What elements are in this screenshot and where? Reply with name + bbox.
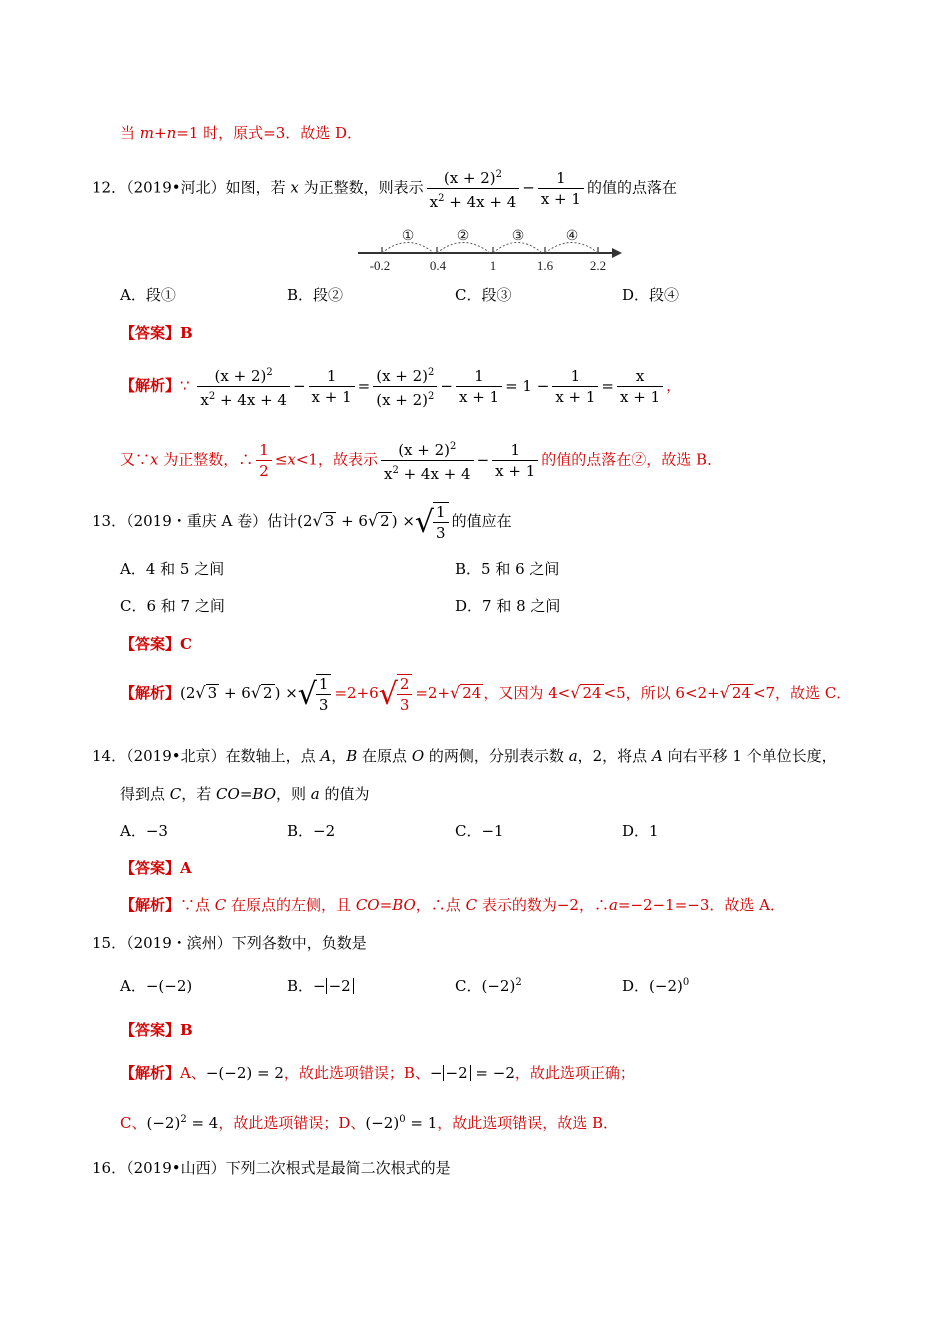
q14-option-a[interactable]: A．−3 <box>120 822 168 840</box>
q13-option-a[interactable]: A．4 和 5 之间 <box>120 560 225 578</box>
q12-fraction-1: $\frac{(x + 2)^2}{x^2 + 4x + 4}$ <box>427 166 520 211</box>
number-line-figure <box>350 222 630 274</box>
q12-option-b[interactable]: B．段② <box>287 286 344 304</box>
segment-label-2: ② <box>456 229 470 244</box>
segment-label-1: ① <box>401 229 415 244</box>
q12-option-a[interactable]: A．段① <box>120 286 176 304</box>
q15-stem: 15．（2019・滨州）下列各数中，负数是 <box>92 934 367 952</box>
q12-fraction-2: $\frac{1}{x + 1}$ <box>538 169 584 208</box>
q14-analysis: 【解析】∵点 C 在原点的左侧，且 CO=BO，∴点 C 表示的数为−2，∴a=−2−1=−3．故选 A． <box>120 896 785 914</box>
q14-option-b[interactable]: B．−2 <box>287 822 336 840</box>
q12-analysis-line2: 又∵x 为正整数，∴ $\frac{1}{2}$ ≤x<1，故表示 $\frac{(x + 2)^2}{x^2 + 4x + 4}$ − $\frac{1}{x + 1}$ 的值的点落在②，故选 B． <box>120 438 722 483</box>
q15-option-a[interactable]: A．−(−2) <box>120 977 193 995</box>
q15-option-d[interactable]: D．$(-2)^0$ <box>622 977 690 995</box>
q13-option-d[interactable]: D．7 和 8 之间 <box>455 597 561 615</box>
q12-solution-formula: $\frac{(x + 2)^2}{x^2 + 4x + 4}$ − $\frac{1}{x + 1}$ = $\frac{(x + 2)^2}{(x + 2)^2}$ − $\frac{1}{x + 1}$ = 1 − $\frac{1}{x + 1}$ = $\frac{x}{x + 1}$ <box>194 377 666 395</box>
q16-stem: 16．（2019•山西）下列二次根式是最简二次根式的是 <box>92 1159 451 1177</box>
q12-option-c[interactable]: C．段③ <box>455 286 512 304</box>
q12-option-d[interactable]: D．段④ <box>622 286 680 304</box>
q13-analysis: 【解析】(2√ 3 + 6√ 2 ) ×√ $\frac{1}{3}$ =2+6√ $\frac{2}{3}$ =2+√ 24 ，又因为 4<√ 24 <5，所以 6<2+√ 24 <7，故选 C． <box>120 675 852 714</box>
tick-label: 2.2 <box>589 258 607 273</box>
q14-stem-line1: 14．（2019•北京）在数轴上，点 A，B 在原点 O 的两侧，分别表示数 a，2，将点 A 向右平移 1 个单位长度， <box>92 747 837 765</box>
segment-label-4: ④ <box>565 229 579 244</box>
prev-conclusion: 当 m+n=1 时，原式=3．故选 D． <box>120 124 363 142</box>
q15-analysis-line1: 【解析】A、−(−2) = 2，故此选项错误；B、− −2 = −2，故此选项正确； <box>120 1064 635 1082</box>
q14-option-c[interactable]: C．−1 <box>455 822 504 840</box>
tick-label: 0.4 <box>429 258 447 273</box>
q14-option-d[interactable]: D．1 <box>622 822 659 840</box>
q15-answer: 【答案】B <box>120 1021 193 1039</box>
tick-label: -0.2 <box>369 258 391 273</box>
q15-analysis-line2: C、$(-2)^2 = 4$，故此选项错误；D、$(-2)^0 = 1$，故此选项错误，故选 B． <box>120 1114 619 1132</box>
q13-option-c[interactable]: C．6 和 7 之间 <box>120 597 225 615</box>
tick-label: 1 <box>489 258 497 273</box>
q15-option-c[interactable]: C．$(-2)^2$ <box>455 977 522 995</box>
q12-analysis: 【解析】∵ $\frac{(x + 2)^2}{x^2 + 4x + 4}$ − $\frac{1}{x + 1}$ = $\frac{(x + 2)^2}{(x + 2)^2}$ − $\frac{1}{x + 1}$ = 1 − $\frac{1}{x + 1}$ = $\frac{x}{x + 1}$ ， <box>120 364 681 409</box>
q12-answer: 【答案】B <box>120 324 193 342</box>
q14-stem-line2: 得到点 C，若 CO=BO，则 a 的值为 <box>120 785 370 803</box>
q14-answer: 【答案】A <box>120 859 192 877</box>
q13-option-b[interactable]: B．5 和 6 之间 <box>455 560 560 578</box>
tick-label: 1.6 <box>536 258 554 273</box>
q12-stem: 12．（2019•河北）如图，若 x 为正整数，则表示 $\frac{(x + 2)^2}{x^2 + 4x + 4}$ − $\frac{1}{x + 1}$ 的值的点落在 <box>92 166 677 211</box>
segment-label-3: ③ <box>511 229 525 244</box>
q13-answer: 【答案】C <box>120 635 192 653</box>
q15-option-b[interactable]: B．− −2 <box>287 975 354 996</box>
q13-stem: 13．（2019・重庆 A 卷）估计(2√ 3 + 6√ 2 ) ×√ $\frac{1}{3}$ 的值应在 <box>92 503 512 542</box>
